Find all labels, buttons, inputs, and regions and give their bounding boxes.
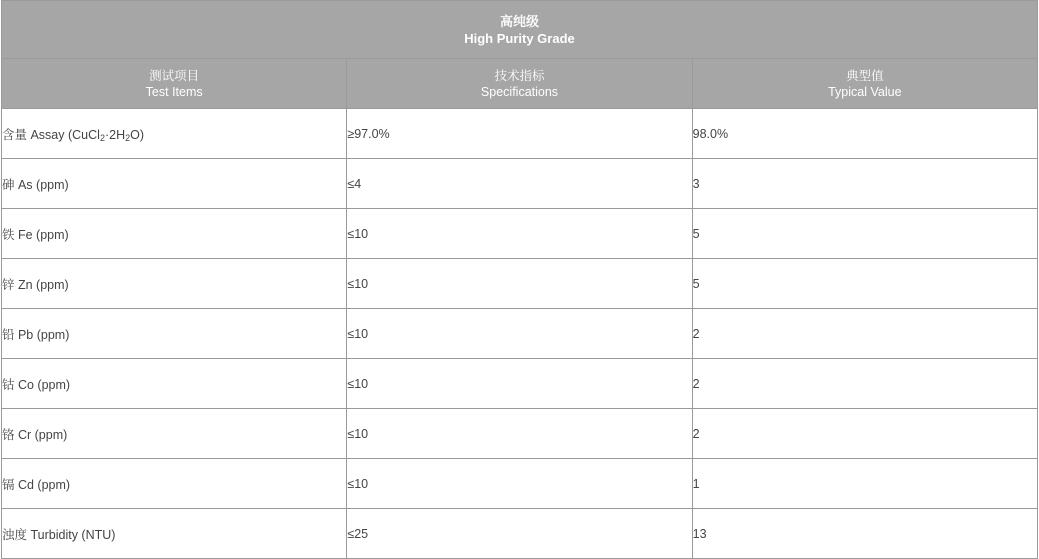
table-title-en: High Purity Grade [464,30,575,46]
table-row [2,459,1038,509]
cell-specification: ≤10 [347,259,692,309]
table-title-row [2,1,1038,59]
cell-test-item: 铁 Fe (ppm) [2,209,347,259]
cell-specification: ≤10 [347,209,692,259]
cell-typical-value: 2 [692,359,1037,409]
cell-test-item: 铅 Pb (ppm) [2,309,347,359]
column-header-typical-value [692,59,1037,109]
table-title-cn: 高纯级 [499,13,539,29]
cell-specification: ≤4 [347,159,692,209]
table-row [2,159,1038,209]
column-header-test-items [2,59,347,109]
cell-typical-value: 13 [692,509,1037,559]
cell-test-item: 锌 Zn (ppm) [2,259,347,309]
cell-specification: ≤25 [347,509,692,559]
column-header-test-items-en: Test Items [145,84,203,99]
cell-specification: ≥97.0% [347,109,692,159]
cell-test-item: 砷 As (ppm) [2,159,347,209]
cell-test-item: 铬 Cr (ppm) [2,409,347,459]
cell-typical-value: 98.0% [692,109,1037,159]
table-header-row [2,59,1038,109]
table-body [2,109,1038,559]
cell-typical-value: 5 [692,209,1037,259]
table-row [2,259,1038,309]
column-header-test-items-cn: 测试项目 [149,68,200,83]
table-row [2,109,1038,159]
table-row [2,509,1038,559]
cell-specification: ≤10 [347,359,692,409]
cell-specification: ≤10 [347,459,692,509]
table-row [2,209,1038,259]
cell-typical-value: 3 [692,159,1037,209]
column-header-specifications-en: Specifications [480,84,559,99]
cell-typical-value: 2 [692,309,1037,359]
table-row [2,359,1038,409]
cell-specification: ≤10 [347,309,692,359]
cell-test-item: 镉 Cd (ppm) [2,459,347,509]
specification-table [1,0,1038,559]
table-title-cell [2,1,1038,59]
column-header-typical-value-cn: 典型值 [846,68,884,83]
cell-specification: ≤10 [347,409,692,459]
cell-typical-value: 2 [692,409,1037,459]
cell-test-item: 含量 Assay $(CuCl_2\cdot 2H_2O)$ [2,109,347,159]
cell-typical-value: 1 [692,459,1037,509]
column-header-typical-value-en: Typical Value [828,84,902,99]
table-row [2,409,1038,459]
cell-typical-value: 5 [692,259,1037,309]
cell-test-item: 浊度 Turbidity (NTU) [2,509,347,559]
table-row [2,309,1038,359]
cell-test-item: 钴 Co (ppm) [2,359,347,409]
column-header-specifications [347,59,692,109]
column-header-specifications-cn: 技术指标 [494,68,545,83]
